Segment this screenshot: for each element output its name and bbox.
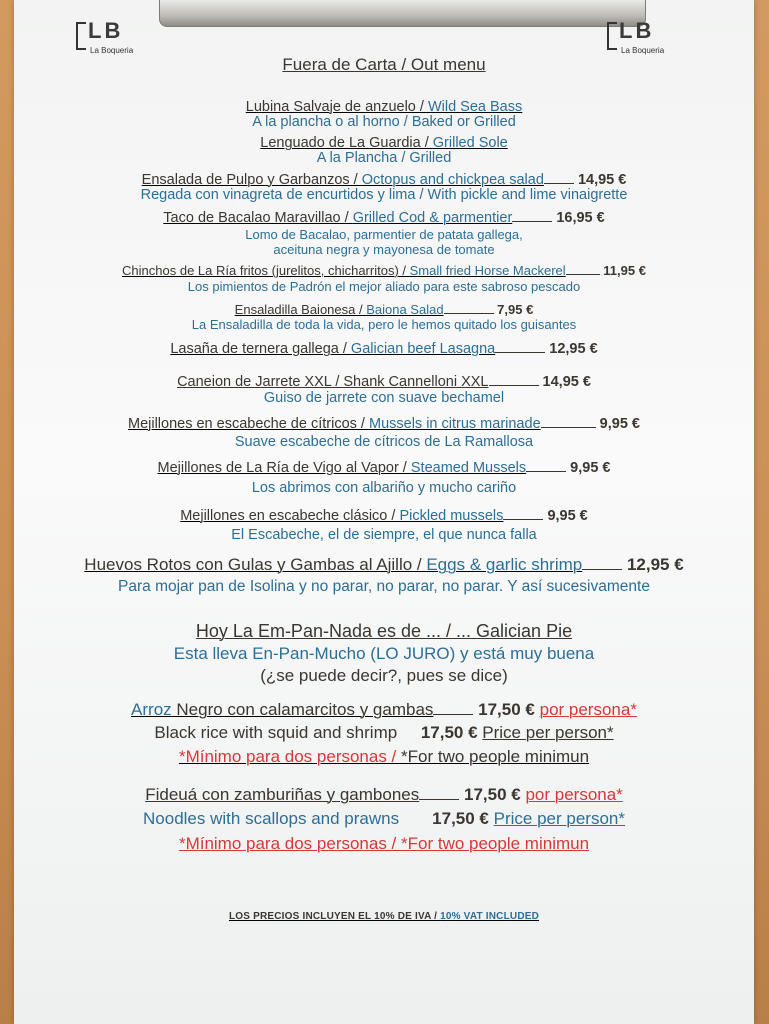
empanada-title: Hoy La Em-Pan-Nada es de ... / ... Galician Pie	[195, 621, 573, 641]
fideua-price: 17,50 €	[463, 785, 521, 804]
vat-footer-es: LOS PRECIOS INCLUYEN EL 10% DE IVA /	[228, 911, 441, 922]
arroz-min-es: *Mínimo para dos personas /	[178, 747, 402, 766]
logo-letters: LB	[88, 18, 124, 43]
item-description: aceituna negra y mayonesa de tomate	[273, 242, 495, 257]
arroz-minimum	[14, 748, 754, 767]
fideua-name: Fideuá con zamburiñas y gambones	[145, 785, 420, 804]
item-name-es: Lasaña de ternera gallega /	[170, 341, 351, 357]
menu-item	[14, 211, 754, 227]
item-description: A la Plancha / Grilled	[316, 150, 452, 166]
item-price: 14,95 €	[577, 172, 627, 188]
arroz-name-b: Negro con calamarcitos y gambas	[171, 700, 434, 719]
item-name-en: Small fried Horse Mackerel	[409, 263, 566, 278]
menu-item	[14, 461, 754, 477]
arroz-title	[14, 701, 754, 720]
item-description: Los abrimos con albariño y mucho cariño	[251, 480, 517, 496]
item-description: Lomo de Bacalao, parmentier de patata gallega,	[245, 227, 523, 242]
fideua-price: 17,50 €	[432, 809, 489, 828]
item-name-es: Caneion de Jarrete XXL / Shank Cannelloni XXL	[177, 374, 489, 390]
item-name-en: Pickled mussels	[399, 508, 504, 524]
arroz-price: 17,50 €	[478, 700, 535, 719]
item-price: 9,95 €	[547, 508, 588, 524]
menu-item	[14, 342, 754, 358]
item-description: La Ensaladilla de toda la vida, pero le hemos quitado los guisantes	[191, 317, 577, 332]
menu-item	[14, 509, 754, 525]
arroz-name-a: Arroz	[131, 700, 172, 719]
fideua-per-person-es: por persona*	[525, 785, 623, 804]
item-name-en: Wild Sea Bass	[427, 99, 523, 115]
logo	[76, 20, 138, 56]
item-price: 14,95 €	[542, 374, 591, 390]
item-price: 16,95 €	[556, 210, 605, 226]
item-name-es: Mejillones de La Ría de Vigo al Vapor /	[157, 460, 411, 476]
logo-letters: LB	[619, 18, 655, 43]
logo-bracket	[76, 22, 86, 50]
item-name-en: Mussels in citrus marinade	[368, 416, 541, 432]
item-description: Guiso de jarrete con suave bechamel	[263, 390, 505, 406]
menu-item	[14, 417, 754, 433]
fideua-per-person-en: Price per person*	[493, 809, 625, 828]
fideua-title	[14, 786, 754, 805]
logo-name: La Boqueria	[621, 46, 665, 55]
menu-item	[14, 375, 754, 391]
item-name-es: Huevos Rotos con Gulas y Gambas al Ajillo /	[84, 555, 427, 574]
fideua-english	[14, 810, 754, 829]
clipboard-clip	[159, 0, 646, 27]
menu-item	[14, 303, 754, 317]
logo-name: La Boqueria	[90, 46, 134, 55]
arroz-name-en: Black rice with squid and shrimp	[154, 723, 398, 742]
item-price: 9,95 €	[599, 416, 640, 432]
item-name-es: Ensalada de Pulpo y Garbanzos /	[141, 172, 362, 188]
logo	[607, 20, 669, 56]
item-name-en: Steamed Mussels	[410, 460, 527, 476]
item-description: A la plancha o al horno / Baked or Grilled	[252, 114, 516, 130]
item-name-es: Mejillones en escabeche clásico /	[180, 508, 400, 524]
arroz-per-person-en: Price per person*	[482, 723, 614, 742]
menu-item	[14, 556, 754, 575]
item-name-es: Mejillones en escabeche de cítricos /	[127, 416, 369, 432]
logo-bracket	[607, 22, 617, 50]
item-description: Regada con vinagreta de encurtidos y lima / With pickle and lime vinaigrette	[140, 187, 628, 203]
vat-footer	[14, 911, 754, 922]
fideua-name-en: Noodles with scallops and prawns	[143, 809, 400, 828]
item-description: El Escabeche, el de siempre, el que nunca falla	[231, 527, 537, 543]
item-name-es: Chinchos de La Ría fritos (jurelitos, chicharritos) /	[122, 263, 410, 278]
item-description: Suave escabeche de cítricos de La Ramallosa	[234, 434, 534, 450]
arroz-min-en: *For two people minimun	[401, 747, 590, 766]
item-name-es: Ensaladilla Baionesa /	[234, 302, 367, 317]
empanada-line: (¿se puede decir?, pues se dice)	[260, 666, 508, 685]
item-description: Para mojar pan de Isolina y no parar, no parar, no parar. Y así sucesivamente	[118, 578, 650, 595]
item-name-en: Octopus and chickpea salad	[361, 172, 544, 188]
item-price: 12,95 €	[549, 341, 598, 357]
item-price: 12,95 €	[626, 555, 684, 574]
item-name-en: Galician beef Lasagna	[350, 341, 496, 357]
item-name-es: Lubina Salvaje de anzuelo /	[245, 99, 428, 115]
item-price: 7,95 €	[497, 302, 534, 317]
item-name-en: Grilled Sole	[432, 135, 508, 151]
arroz-english	[14, 724, 754, 743]
menu-item	[14, 264, 754, 278]
item-price: 11,95 €	[603, 263, 646, 278]
item-price: 9,95 €	[570, 460, 611, 476]
item-name-en: Baiona Salad	[366, 302, 444, 317]
vat-footer-en: 10% VAT INCLUDED	[440, 911, 540, 922]
item-description: Los pimientos de Padrón el mejor aliado para este sabroso pescado	[187, 279, 581, 294]
menu-title: Fuera de Carta / Out menu	[282, 55, 486, 74]
arroz-price: 17,50 €	[420, 723, 478, 742]
item-name-es: Lenguado de La Guardia /	[260, 135, 433, 151]
item-name-en: Grilled Cod & parmentier	[352, 210, 513, 226]
fideua-minimum: *Mínimo para dos personas / *For two people minimun	[178, 834, 590, 853]
item-name-en: Eggs & garlic shrimp	[426, 555, 583, 574]
empanada-line: Esta lleva En-Pan-Mucho (LO JURO) y está muy buena	[173, 644, 595, 663]
item-name-es: Taco de Bacalao Maravillao /	[163, 210, 353, 226]
menu-sheet	[14, 0, 754, 1024]
arroz-per-person-es: por persona*	[539, 700, 637, 719]
